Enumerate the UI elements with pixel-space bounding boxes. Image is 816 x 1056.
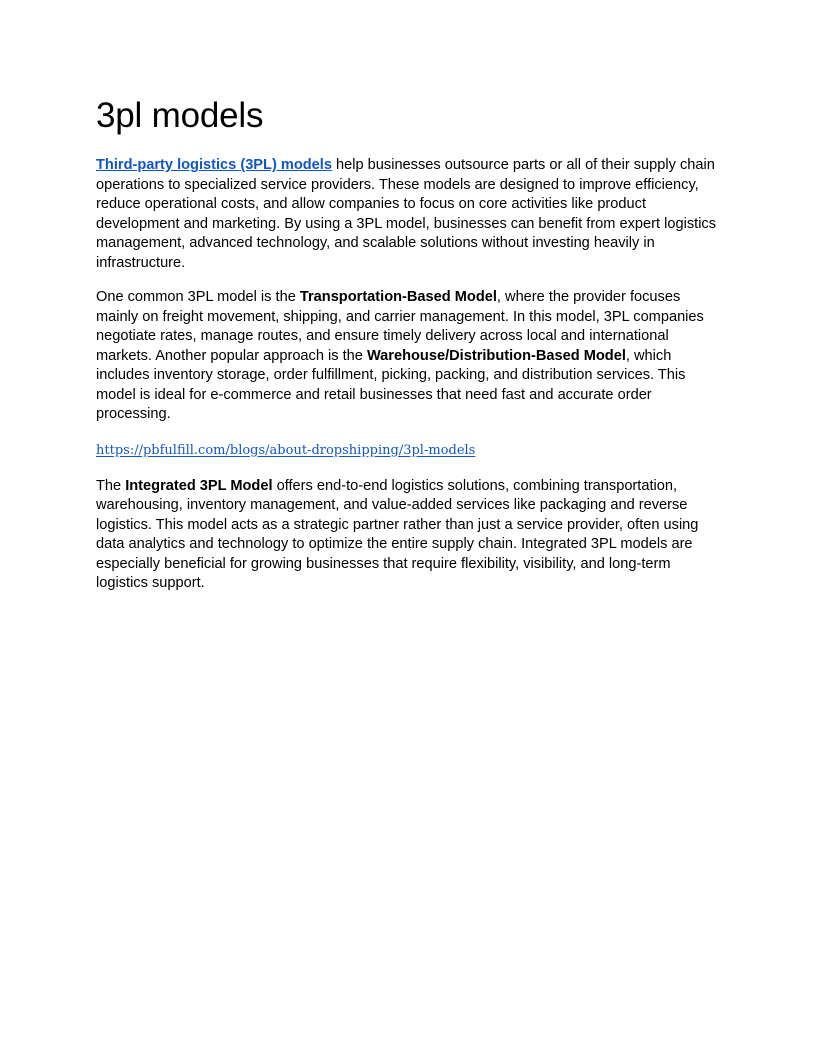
models-text-after: , which includes inventory storage, order fulfillment, picking, packing, and distribution services. This model is ideal for e-commerce and retail businesses that need fast and accurate order processing. bbox=[96, 347, 686, 422]
source-url-line bbox=[96, 440, 722, 461]
transportation-model-term: Transportation-Based Model bbox=[299, 289, 497, 305]
intro-paragraph bbox=[96, 156, 722, 273]
models-text-before: One common 3PL model is the bbox=[96, 289, 300, 305]
warehouse-model-term: Warehouse/Distribution-Based Model bbox=[366, 347, 626, 364]
integrated-paragraph bbox=[96, 477, 722, 594]
integrated-text-after: offers end-to-end logistics solutions, combining transportation, warehousing, inventory management, and value-added services like packaging and reverse logistics. This model acts as a strategic partner rather than just a service provider, often using data analytics and technology to optimize the entire supply chain. Integrated 3PL models are especially beneficial for growing businesses that require flexibility, visibility, and long-term logistics support. bbox=[96, 477, 699, 591]
models-text-middle: , where the provider focuses mainly on freight movement, shipping, and carrier management. In this model, 3PL companies negotiate rates, manage routes, and ensure timely delivery across local and international markets. Another popular approach is the bbox=[96, 289, 704, 364]
intro-paragraph-text: help businesses outsource parts or all of their supply chain operations to specialized service providers. These models are designed to improve efficiency, reduce operational costs, and allow companies to focus on core activities like product development and marketing. By using a 3PL model, businesses can benefit from expert logistics management, advanced technology, and scalable solutions without investing heavily in infrastructure. bbox=[96, 157, 717, 271]
document-title: 3pl models bbox=[96, 96, 264, 135]
third-party-logistics-link[interactable]: Third-party logistics (3PL) models bbox=[96, 157, 332, 173]
document-body bbox=[96, 94, 722, 609]
integrated-model-term: Integrated 3PL Model bbox=[125, 477, 273, 494]
models-paragraph bbox=[96, 288, 722, 425]
integrated-text-before: The bbox=[96, 477, 126, 494]
source-url-link[interactable]: https://pbfulfill.com/blogs/about-dropshipping/3pl-models bbox=[96, 442, 476, 458]
